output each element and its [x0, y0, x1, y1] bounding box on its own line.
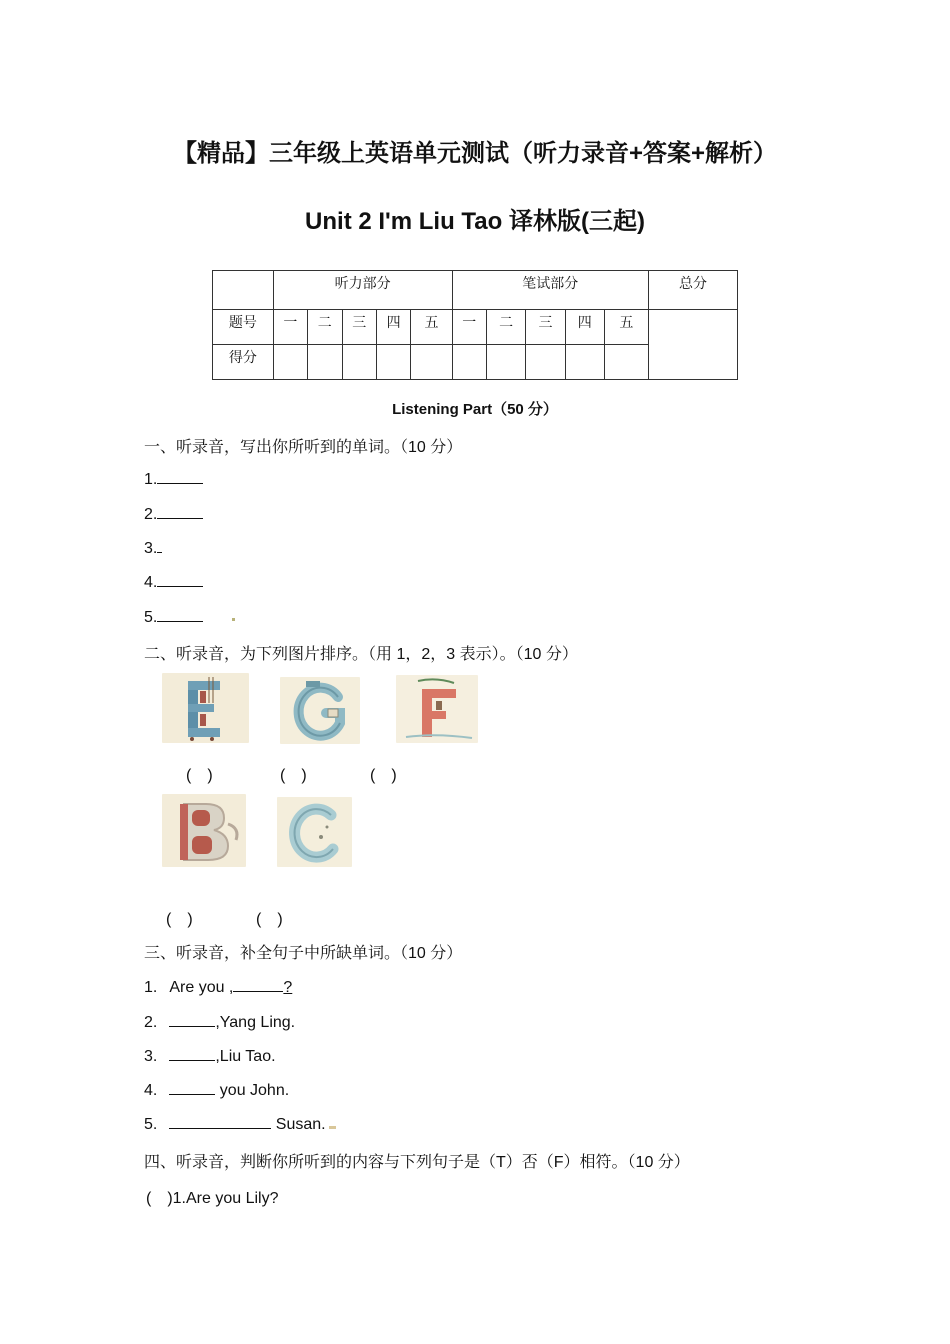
score-cell[interactable] — [452, 344, 486, 379]
order-answer-paren[interactable]: ( ) — [280, 767, 307, 784]
svg-text:B: B — [164, 796, 165, 797]
letter-b-picture — [162, 794, 246, 867]
svg-text:C: C — [279, 799, 280, 800]
item-number: 2. — [144, 1014, 158, 1031]
item-number: 2. — [144, 506, 158, 523]
written-part-header: 笔试部分 — [452, 271, 648, 310]
section3-item — [144, 1012, 295, 1032]
written-number: 二 — [487, 310, 526, 344]
svg-text:E: E — [232, 687, 233, 688]
speck-mark — [232, 618, 235, 621]
sentence-suffix: ,Liu Tao. — [215, 1048, 276, 1065]
written-number: 一 — [452, 310, 486, 344]
answer-blank[interactable] — [169, 1080, 215, 1095]
score-cell[interactable] — [376, 344, 410, 379]
score-cell[interactable] — [526, 344, 565, 379]
score-cell[interactable] — [487, 344, 526, 379]
listening-number: 二 — [308, 310, 342, 344]
section1-item — [144, 538, 162, 558]
letter-e-picture — [162, 673, 249, 743]
section3-title: 三、听录音，补全句子中所缺单词。（10 分） — [144, 945, 463, 962]
listening-part-heading: Listening Part（50 分） — [392, 401, 558, 418]
total-score-header: 总分 — [649, 271, 738, 310]
answer-blank[interactable] — [157, 572, 203, 587]
score-cell[interactable] — [604, 344, 648, 379]
order-answer-paren[interactable]: ( ) — [370, 767, 397, 784]
item-number: 4. — [144, 574, 158, 591]
answer-blank[interactable] — [157, 469, 203, 484]
sentence-suffix: you John. — [215, 1082, 290, 1099]
score-cell[interactable] — [273, 344, 307, 379]
written-number: 四 — [565, 310, 604, 344]
sentence-prefix: Are you , — [169, 979, 234, 996]
item-number: 3. — [144, 540, 158, 557]
sentence-suffix: ,Yang Ling. — [215, 1014, 296, 1031]
section3-item — [144, 1080, 289, 1100]
section4-title: 四、听录音，判断你所听到的内容与下列句子是（T）否（F）相符。（10 分） — [144, 1154, 690, 1171]
answer-blank[interactable] — [169, 1012, 215, 1027]
item-number: 5. — [144, 609, 158, 626]
score-cell[interactable] — [411, 344, 452, 379]
order-answer-paren[interactable]: ( ) — [166, 911, 193, 928]
answer-blank[interactable] — [157, 538, 162, 553]
svg-text:G: G — [282, 679, 283, 680]
answer-blank[interactable] — [233, 977, 283, 992]
item-number: 1. — [144, 979, 158, 996]
listening-number: 一 — [273, 310, 307, 344]
order-answer-paren[interactable]: ( ) — [256, 911, 283, 928]
section3-item — [144, 977, 292, 997]
section3-item — [144, 1046, 276, 1066]
letter-g-picture — [280, 677, 360, 744]
listening-number: 三 — [342, 310, 376, 344]
letter-c-picture — [277, 797, 352, 867]
row-label-number: 题号 — [213, 310, 274, 344]
listening-number: 五 — [411, 310, 452, 344]
section4-item[interactable]: ( )1.Are you Lily? — [146, 1190, 279, 1207]
item-number: 3. — [144, 1048, 158, 1065]
section3-item — [144, 1114, 326, 1134]
section1-item — [144, 607, 203, 627]
written-number: 三 — [526, 310, 565, 344]
score-cell[interactable] — [308, 344, 342, 379]
document-title: 【精品】三年级上英语单元测试（听力录音+答案+解析） — [172, 140, 778, 167]
document-subtitle: Unit 2 I'm Liu Tao 译林版(三起) — [305, 208, 645, 235]
score-cell[interactable] — [565, 344, 604, 379]
listening-part-header: 听力部分 — [273, 271, 452, 310]
listening-number: 四 — [376, 310, 410, 344]
section1-title: 一、听录音，写出你所听到的单词。（10 分） — [144, 439, 463, 456]
item-number: 4. — [144, 1082, 158, 1099]
answer-blank[interactable] — [169, 1046, 215, 1061]
answer-blank[interactable] — [169, 1114, 271, 1129]
score-table — [212, 270, 738, 380]
sentence-suffix: ? — [283, 979, 293, 996]
section1-item — [144, 469, 203, 489]
row-label-score: 得分 — [213, 344, 274, 379]
section2-title: 二、听录音，为下列图片排序。（用 1，2，3 表示）。（10 分） — [144, 646, 578, 663]
item-number: 1. — [144, 471, 158, 488]
section1-item — [144, 504, 203, 524]
speck-mark — [329, 1126, 336, 1129]
total-score-cell[interactable] — [649, 310, 738, 380]
sentence-suffix: Susan. — [271, 1116, 326, 1133]
order-answer-paren[interactable]: ( ) — [186, 767, 213, 784]
answer-blank[interactable] — [157, 607, 203, 622]
section1-item — [144, 572, 203, 592]
letter-f-picture — [396, 675, 478, 743]
item-number: 5. — [144, 1116, 158, 1133]
score-cell[interactable] — [342, 344, 376, 379]
written-number: 五 — [604, 310, 648, 344]
score-table-corner — [213, 271, 274, 310]
answer-blank[interactable] — [157, 504, 203, 519]
svg-text:F: F — [398, 677, 399, 678]
